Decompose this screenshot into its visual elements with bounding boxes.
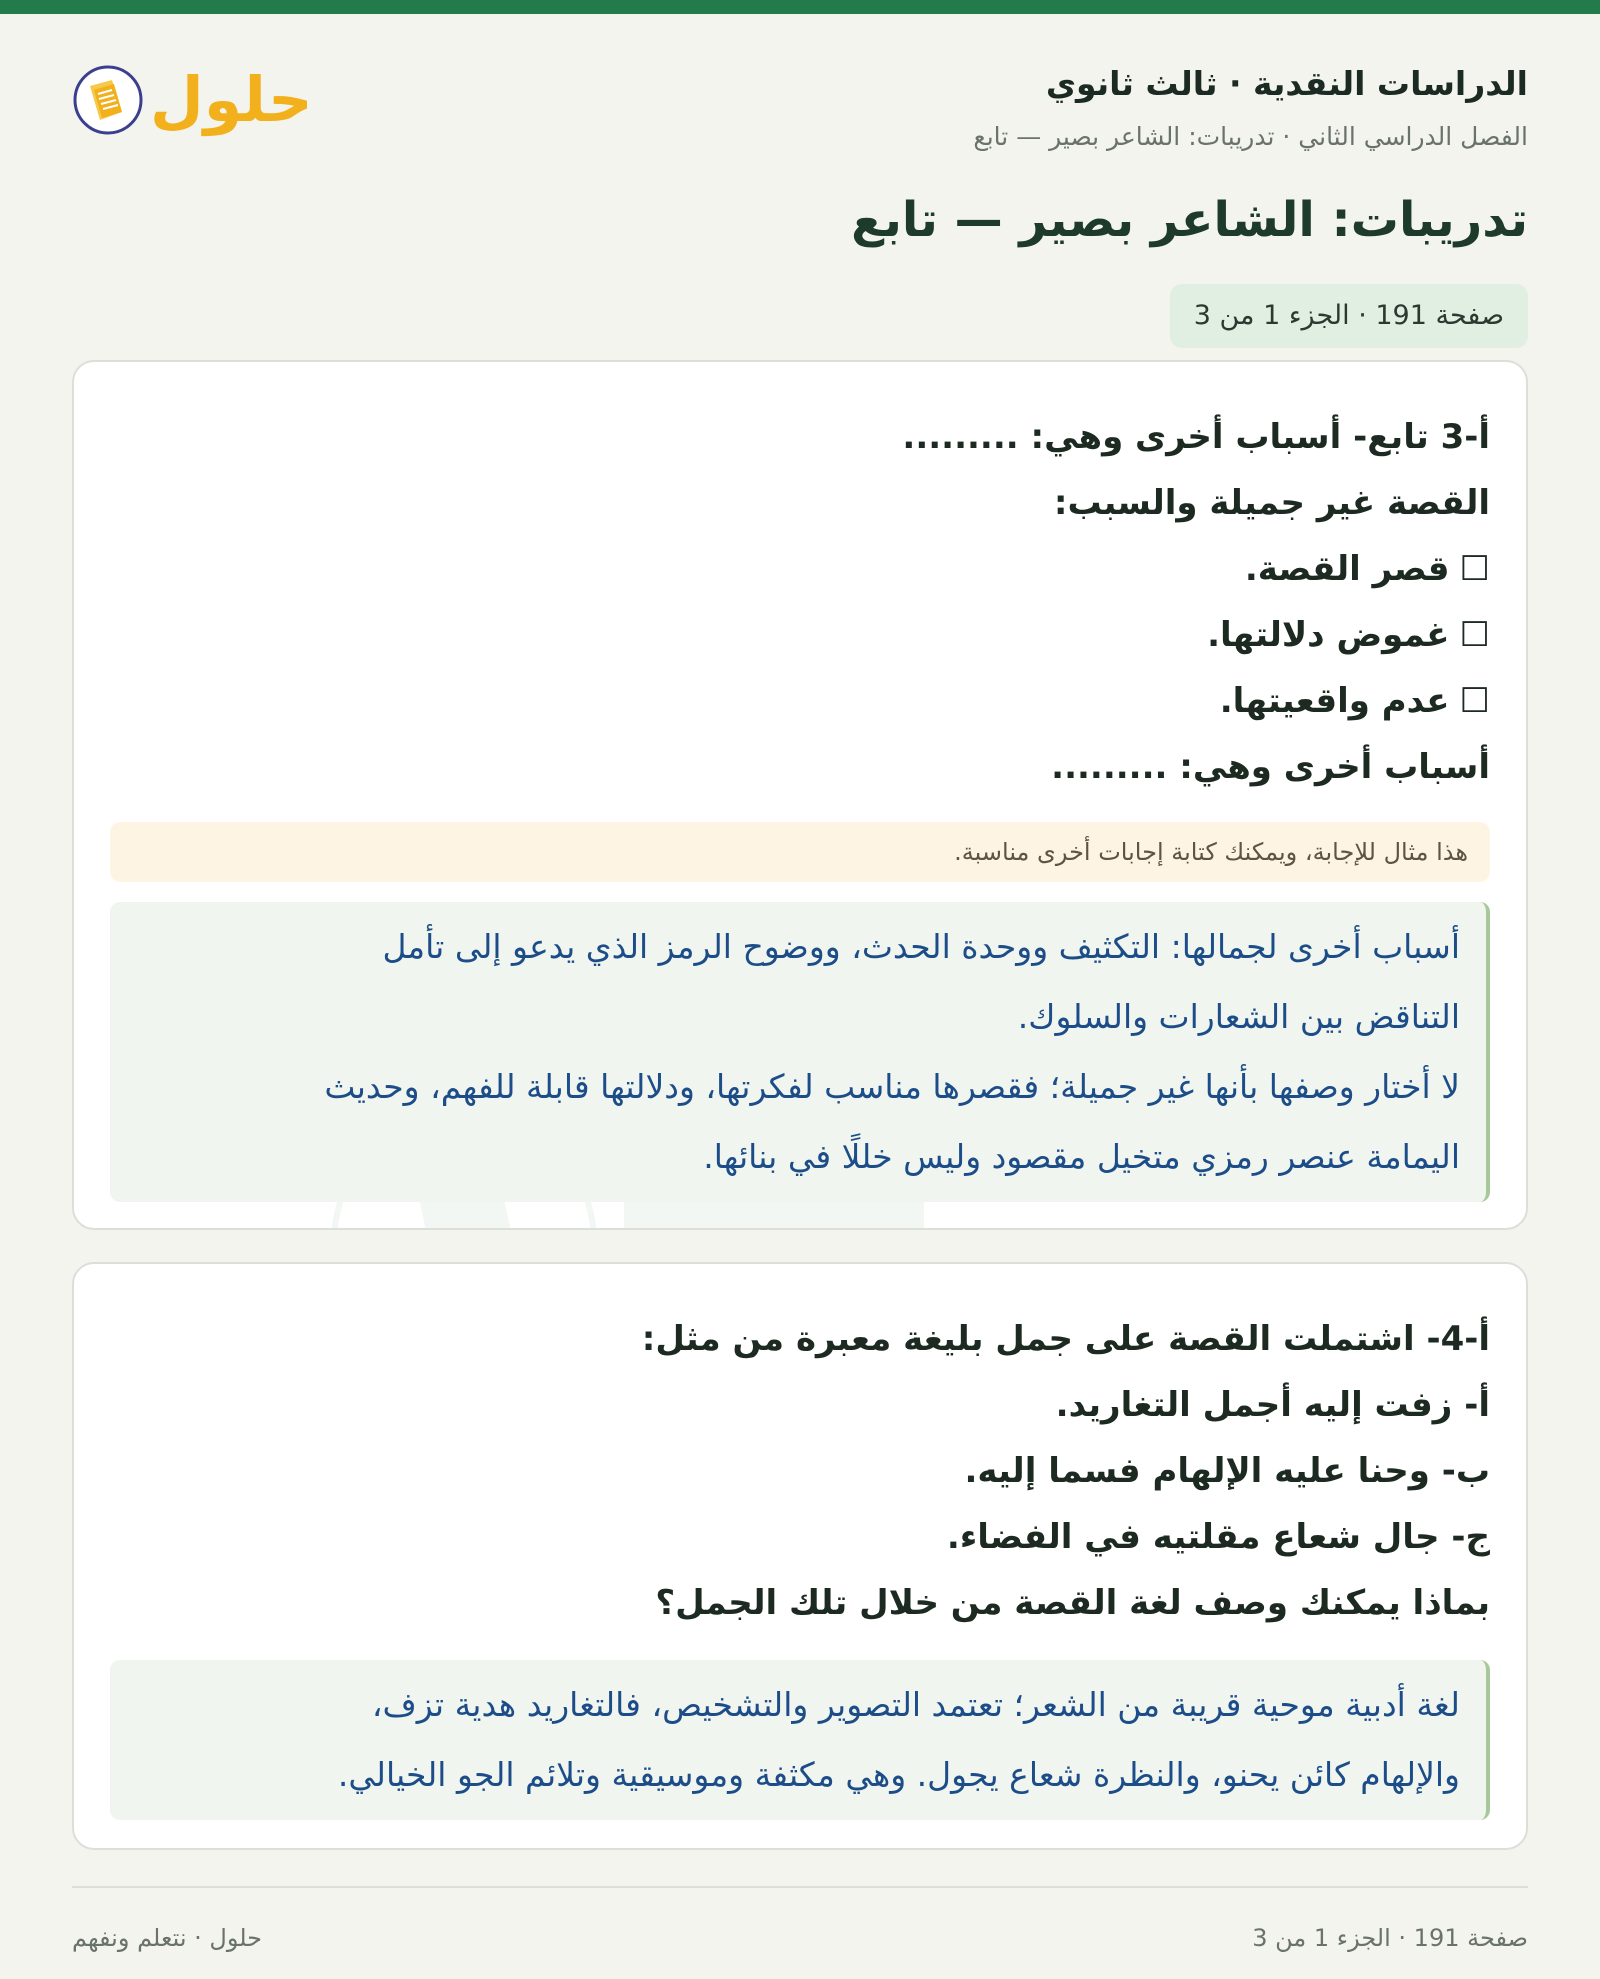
answer-line: أسباب أخرى لجمالها: التكثيف ووحدة الحدث، ووضوح الرمز الذي يدعو إلى تأمل xyxy=(382,927,1460,966)
answer-note: هذا مثال للإجابة، ويمكنك كتابة إجابات أخرى مناسبة. xyxy=(110,822,1490,882)
question-line xyxy=(110,404,1490,470)
option-unrealistic[interactable] xyxy=(110,668,1490,734)
book-pages-icon xyxy=(72,64,144,136)
footer-divider xyxy=(72,1886,1528,1888)
option-short-story[interactable] xyxy=(110,536,1490,602)
course-title: الدراسات النقدية · ثالث ثانوي xyxy=(1045,64,1528,103)
page xyxy=(72,14,1528,1979)
question-text: أ-3 تابع- أسباب أخرى وهي: ......... xyxy=(902,417,1490,457)
question-line xyxy=(110,1570,1490,1636)
question-line xyxy=(110,1372,1490,1438)
top-accent-bar xyxy=(0,0,1600,14)
footer-brand: حلول · نتعلم ونفهم xyxy=(72,1924,262,1952)
question-text: القصة غير جميلة والسبب: xyxy=(1053,483,1490,523)
question-line xyxy=(110,1306,1490,1372)
option-label: غموض دلالتها. xyxy=(1207,615,1450,655)
logo-text: حلول xyxy=(150,63,313,136)
option-ambiguity[interactable] xyxy=(110,602,1490,668)
logo[interactable] xyxy=(72,64,313,136)
page-title: تدريبات: الشاعر بصير — تابع xyxy=(851,192,1528,248)
question-text: بماذا يمكنك وصف لغة القصة من خلال تلك الجمل؟ xyxy=(655,1583,1490,1623)
exercise-card-2 xyxy=(72,1262,1528,1850)
question-text: أ-4- اشتملت القصة على جمل بليغة معبرة من مثل: xyxy=(641,1319,1490,1359)
checkbox-icon[interactable]: ☐ xyxy=(1459,615,1490,655)
question-text: ج- جال شعاع مقلتيه في الفضاء. xyxy=(946,1517,1490,1557)
question-line xyxy=(110,470,1490,536)
question-line xyxy=(110,1438,1490,1504)
exercise-card-1 xyxy=(72,360,1528,1230)
question-text: أسباب أخرى وهي: ......... xyxy=(1051,747,1490,787)
answer-line: لا أختار وصفها بأنها غير جميلة؛ فقصرها مناسب لفكرتها، ودلالتها قابلة للفهم، وحديث xyxy=(324,1067,1460,1106)
answer-line: التناقض بين الشعارات والسلوك. xyxy=(1017,997,1460,1036)
header xyxy=(72,14,1528,164)
option-label: عدم واقعيتها. xyxy=(1219,681,1450,721)
question-line xyxy=(110,1504,1490,1570)
answer-line: لغة أدبية موحية قريبة من الشعر؛ تعتمد التصوير والتشخيص، فالتغاريد هدية تزف، xyxy=(371,1685,1460,1724)
answer-box-1 xyxy=(110,902,1490,1202)
checkbox-icon[interactable]: ☐ xyxy=(1459,549,1490,589)
checkbox-icon[interactable]: ☐ xyxy=(1459,681,1490,721)
question-1 xyxy=(110,404,1490,800)
option-label: قصر القصة. xyxy=(1244,549,1450,589)
footer-page-info: صفحة 191 · الجزء 1 من 3 xyxy=(1252,1924,1528,1952)
question-2 xyxy=(110,1306,1490,1636)
question-text: ب- وحنا عليه الإلهام فسما إليه. xyxy=(964,1451,1490,1491)
question-text: أ- زفت إليه أجمل التغاريد. xyxy=(1055,1385,1490,1425)
answer-line: والإلهام كائن يحنو، والنظرة شعاع يجول. وهي مكثفة وموسيقية وتلائم الجو الخيالي. xyxy=(337,1755,1460,1794)
page-badge: صفحة 191 · الجزء 1 من 3 xyxy=(1170,284,1528,348)
question-line xyxy=(110,734,1490,800)
breadcrumb[interactable]: الفصل الدراسي الثاني · تدريبات: الشاعر بصير — تابع xyxy=(973,122,1528,151)
answer-box-2 xyxy=(110,1660,1490,1820)
answer-line: اليمامة عنصر رمزي متخيل مقصود وليس خللًا في بنائها. xyxy=(703,1137,1460,1176)
